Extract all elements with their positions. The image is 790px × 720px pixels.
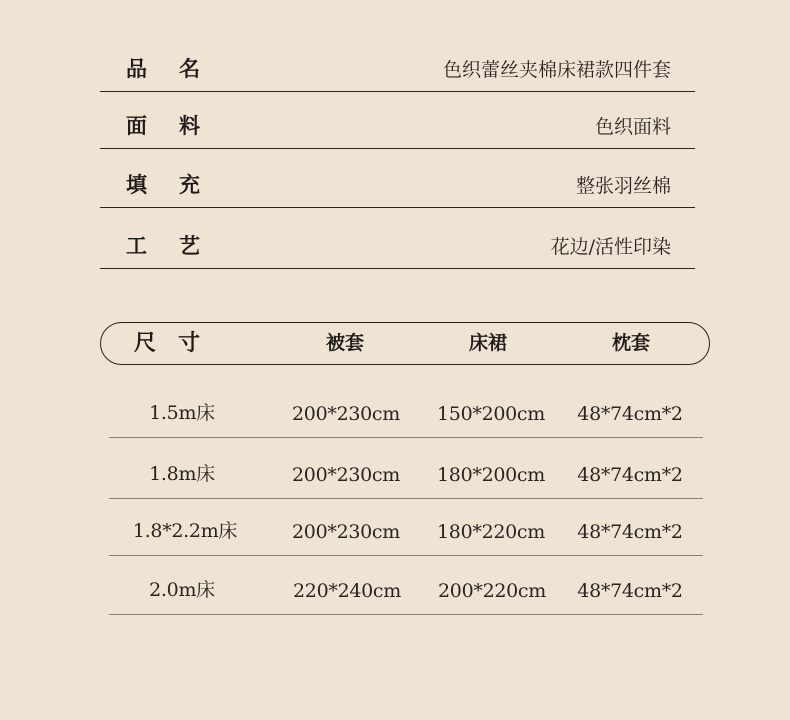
cell-bed: 2.0m床: [149, 579, 215, 601]
spec-row-fabric: [100, 91, 695, 149]
cell-pillow: 48*74cm*2: [577, 521, 683, 543]
table-row: [109, 555, 703, 615]
cell-pillow: 48*74cm*2: [577, 580, 683, 602]
header-size: [134, 323, 200, 364]
header-duvet: 被套: [325, 332, 365, 354]
cell-pillow: 48*74cm*2: [577, 464, 683, 486]
spec-label-char: 名: [179, 56, 200, 81]
cell-bedskirt: 150*200cm: [437, 403, 545, 425]
spec-label-char: 品: [126, 56, 147, 81]
spec-value: 色织面料: [594, 116, 671, 138]
cell-duvet: 200*230cm: [292, 521, 400, 543]
spec-label: [126, 110, 200, 140]
spec-label-char: 填: [126, 172, 147, 197]
cell-bed: 1.5m床: [149, 402, 215, 424]
spec-label: [126, 169, 200, 199]
cell-bedskirt: 180*200cm: [437, 464, 545, 486]
spec-label-char: 料: [179, 113, 200, 138]
header-pillow: 枕套: [611, 332, 651, 354]
table-row: [109, 498, 703, 556]
spec-label-char: 工: [126, 233, 147, 258]
header-size-char: 尺: [133, 330, 157, 356]
cell-bed: 1.8m床: [149, 463, 215, 485]
spec-row-craft: [100, 207, 695, 269]
spec-label-char: 艺: [179, 233, 200, 258]
spec-row-name: [100, 40, 695, 92]
spec-label: [126, 230, 200, 260]
cell-bedskirt: 200*220cm: [438, 580, 546, 602]
spec-label: [126, 53, 200, 83]
cell-pillow: 48*74cm*2: [577, 403, 683, 425]
spec-value: 色织蕾丝夹棉床裙款四件套: [442, 59, 671, 81]
spec-label-char: 面: [126, 113, 147, 138]
spec-value: 整张羽丝棉: [575, 175, 671, 197]
cell-bedskirt: 180*220cm: [437, 521, 545, 543]
spec-value: 花边/活性印染: [550, 236, 671, 258]
cell-duvet: 220*240cm: [293, 580, 401, 602]
header-bedskirt: 床裙: [468, 332, 508, 354]
header-size-char: 寸: [177, 330, 201, 356]
cell-duvet: 200*230cm: [292, 464, 400, 486]
cell-bed: 1.8*2.2m床: [132, 520, 238, 542]
spec-label-char: 充: [179, 172, 200, 197]
cell-duvet: 200*230cm: [292, 403, 400, 425]
table-row: [109, 380, 703, 438]
table-row: [109, 437, 703, 499]
size-table-header: [100, 322, 710, 365]
spec-row-filling: [100, 148, 695, 208]
